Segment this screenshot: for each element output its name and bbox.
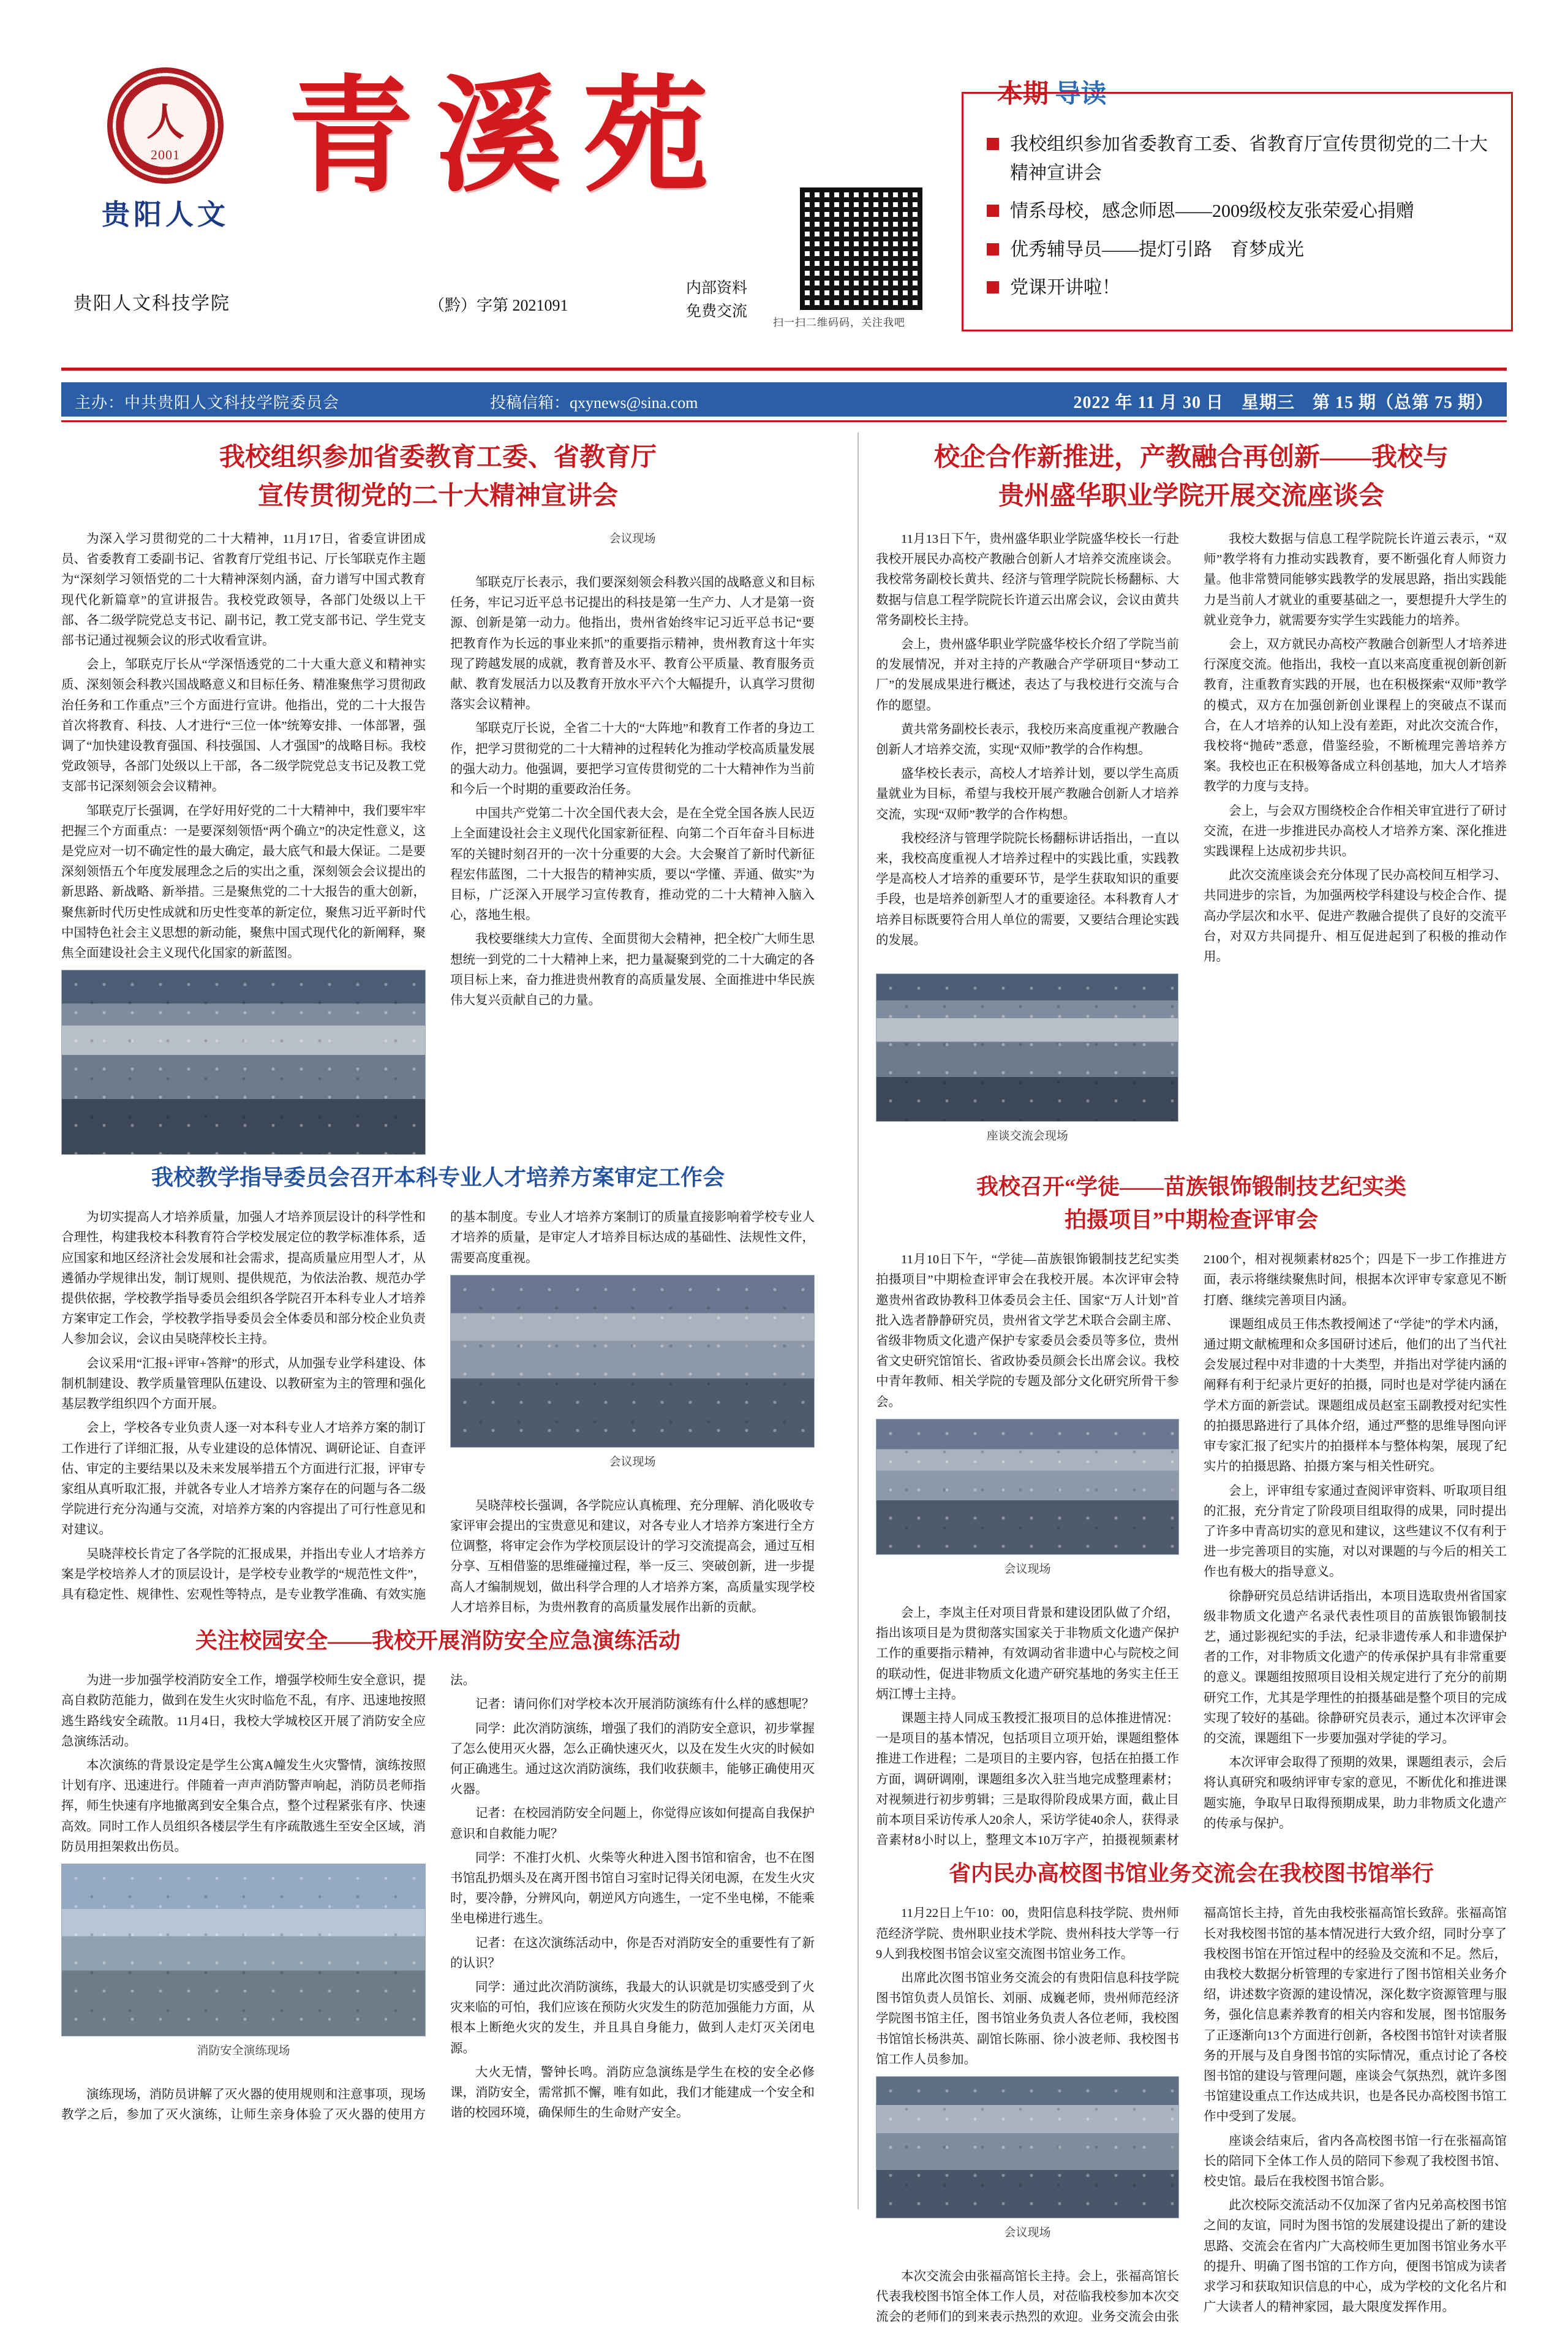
paragraph: 座谈会结束后，省内各高校图书馆一行在张福高馆长的陪同下全体工作人员的陪同下参观了我校图书馆、校史馆。最后在我校图书馆合影。 [1204, 2134, 1507, 2188]
paragraph: 会上，李岚主任对项目背景和建设团队做了介绍，指出该项目是为贯彻落实国家关于非物质文化遗产保护工作的重要指示精神，有效调动省非遗中心与院校之间的联动性，促进非物质文化遗产研究基地的务实主任王炳江博士主持。 [876, 1606, 1179, 1701]
column-divider [858, 433, 859, 2209]
info-bar [61, 382, 1507, 417]
registration-number: （黔）字第 2021091 [429, 297, 568, 314]
article-3-photo [61, 1864, 426, 2036]
paragraph: 本次演练的背景设定是学生公寓A幢发生火灾警情，演练按照计划有序、迅速进行。伴随着一声声消防警声响起，消防员老师指挥，师生快速有序地撤离到安全集合点，整个过程紧张有序、快速高效。同时工作人员组织各楼层学生有序疏散逃生至安全区域，消防员用担架救出伤员。 [61, 1758, 426, 1854]
paragraph: 黄共常务副校长表示，我校历来高度重视产教融合创新人才培养交流，实现“双师”教学的合作构想。 [876, 722, 1179, 757]
article-1-photo [61, 970, 426, 1155]
article-b1-photo-caption: 座谈交流会现场 [986, 1130, 1068, 1143]
internal-note-line2: 免费交流 [686, 303, 748, 320]
article-2-photo-wrap [450, 1275, 815, 1469]
article-b1-body [876, 529, 1507, 967]
paper-title: 青溪苑 [288, 62, 731, 210]
paragraph: 本次交流会由张福高馆长主持。会上，张福高馆长代表我校图书馆全体工作人员，对莅临我校参加本次交流会的老师们的到来表示热烈的欢迎。业务交流会由张福高馆长主持，首先由我校张福高馆长致辞。张福高馆长对我校图书馆的基本情况进行大致介绍，同时分享了我校图书馆在开馆过程中的经验及交流和不足。然后，由我校大数据分析管理的专家进行了图书馆相关业务介绍，讲述数字资源的建设情况，深化数字资源管理与服务，强化信息素养教育的相关内容和发展，图书馆服务了正逐渐向13个方面进行创新，各校图书馆针对读者服务的开展与及自身图书馆的实际情况，重点讨论了各校图书馆的建设与管理问题，座谈会气氛热烈，就许多图书馆建设重点工作达成共识，也是各民办高校图书馆工作中受到了发展。 [876, 1907, 1507, 2324]
info-host: 主办：中共贵阳人文科技学院委员会 [75, 394, 340, 412]
article-b3-photo-wrap [876, 2076, 1179, 2240]
paragraph: 同学：此次消防演练，增强了我们的消防安全意识，初步掌握了怎么使用灭火器，怎么正确快速灭火，以及在发生火灾的时候如何正确逃生。通过这次消防演练，我们收获颇丰，能够正确使用灭火器。 [450, 1721, 815, 1797]
article-b1-title [876, 439, 1507, 516]
article-1-body [61, 529, 815, 1155]
info-date-issue: 2022 年 11 月 30 日 星期三 第 15 期（总第 75 期） [1073, 393, 1493, 412]
paragraph: 同学：不准打火机、火柴等火种进入图书馆和宿舍，也不在图书馆乱扔烟头及在离开图书馆自习室时记得关闭电源，在发生火灾时，要冷静，分辨风向，朝逆风方向逃生，一定不坐电梯，不能乘坐电梯进行逃生。 [450, 1851, 815, 1926]
article-b2-photo [876, 1419, 1179, 1555]
paragraph: 会上，双方就民办高校产教融合创新型人才培养进行深度交流。他指出，我校一直以来高度重视创新创新教育，注重教育实践的开展，也在积极探索“双师”教学的模式，双方在加强创新创业课程上的突破点不谋而合，在人才培养的认知上没有差距，对此次交流合作，我校将“抛砖”悉意，借鉴经验，不断梳理完善培养方案。我校也正在积极筹备成立科创基地，加大人才培养教学的力度与支持。 [1204, 638, 1507, 794]
article-b2-photo-caption: 会议现场 [1004, 1562, 1051, 1576]
university-name: 贵阳人文 [102, 199, 229, 230]
paragraph: 课题主持人同成玉教授汇报项目的总体推进情况：一是项目的基本情况，包括项目立项开始，课题组整体推进工作进程；二是项目的主要内容，包括在拍摄工作方面，调研调刚，课题组多次入驻当地完成整理素材；对视频进行初步剪辑；三是取得阶段成果方面，截止目前本项目采访传承人20余人，采访学徒40余人，获得录音素材8小时以上，整理文本10万字产，拍摄视频素材2100个，相对视频素材825个；四是下一步工作推进方面，表示将继续聚焦时间，根据本次评审专家意见不断打磨、继续完善项目内涵。 [876, 1253, 1507, 1848]
article-3-photo-wrap [61, 1864, 426, 2058]
article-1-title-line1: 我校组织参加省委教育工委、省教育厅 [219, 444, 657, 472]
paragraph: 本次评审会取得了预期的效果，课题组表示，会后将认真研究和吸纳评审专家的意见，不断优化和推进课题实施，争取早日取得预期成果，助力非物质文化遗产的传承与保护。 [1204, 1756, 1507, 1831]
paragraph: 我校大数据与信息工程学院院长许道云表示，“双师”教学将有力推动实践教育，要不断强化育人师资力量。他非常赞同能够实践教学的发展思路，指出实践能力是当前人才就业的重要基础之一，要想提升大学生的就业竞争力，就需要夯实学生实践能力的培养。 [1204, 532, 1507, 627]
internal-note [686, 277, 747, 323]
paragraph: 吴晓萍校长强调，各学院应认真梳理、充分理解、消化吸收专家评审会提出的宝贵意见和建议，对各专业人才培养方案进行全方位调整，将审定会作为学校顶层设计的学习交流提高会，通过互相分享、互相借鉴的思维碰撞过程，举一反三、突破创新，进一步提高人才编制规划，做出科学合理的人才培养方案，高质量实现学校人才培养目标，为贵州教育的高质量发展作出新的贡献。 [450, 1498, 815, 1614]
guide-box [962, 92, 1513, 331]
paragraph: 课题组成员王伟杰教授阐述了“学徒”的学术内涵，通过期文献梳理和众多国研讨述后，他们的出了当代社会发展过程中对非遗的十大类型，并指出对学徒内涵的阐释有利于纪录片更好的拍摄，同时也是对学徒内涵在学术方面的新尝试。课题组成员赵室玉副教授对纪实性的拍摄思路进行了具体介绍，通过严整的思维导图向评审专家汇报了纪实片的拍摄样本与整体构架，展现了纪实片的拍摄思路、拍摄方案与相关性研究。 [1204, 1317, 1507, 1474]
list-item[interactable]: 我校组织参加省委教育工委、省教育厅宣传贯彻党的二十大精神宣讲会 [984, 130, 1490, 187]
article-3-body [61, 1671, 815, 2127]
article-b3-photo-caption: 会议现场 [1004, 2226, 1051, 2239]
divider-red-bottom [61, 420, 1507, 422]
guide-label-black: 本期 [997, 80, 1049, 108]
paragraph: 会上，邹联克厅长从“学深悟透党的二十大重大意义和精神实质、深刻领会科教兴国战略意义和目标任务、精准聚焦学习贯彻政治任务和工作重点”三个方面进行宣讲。他指出，党的二十大报告首次将教育、科技、人才进行“三位一体”统筹安排、一体部署，强调了“加快建设教育强国、科技强国、人才强国”的战略目标。我校党政领导，各部门处级以上干部，各二级学院党总支书记及教工党支部书记深刻领会会议精神。 [61, 658, 426, 794]
info-mail: 投稿信箱：qxynews@sina.com [490, 394, 698, 412]
paragraph: 我校经济与管理学院院长杨翻标讲话指出，一直以来，我校高度重视人才培养过程中的实践比重，实践教学是高校人才培养的重要环节，是学生获取知识的重要手段，也是培养创新型人才的重要途径。本科教育人才培养目标既要符合用人单位的需要，又要结合理论实践的发展。 [876, 831, 1179, 947]
paragraph: 同学：通过此次消防演练，我最大的认识就是切实感受到了火灾来临的可怕，我们应该在预防火灾发生的防范加强能力方面，从根本上断绝火灾的发生，并且具自身能力，做到人走灯灭关闭电源。 [450, 1980, 815, 2055]
seal-mark: 人 [146, 102, 185, 144]
internal-note-line1: 内部资料 [686, 280, 748, 297]
article-3-photo-caption: 消防安全演练现场 [197, 2044, 290, 2057]
paragraph: 为切实提高人才培养质量，加强人才培养顶层设计的科学性和合理性，构建我校本科教育符合学校发展定位的教学标准体系，适应国家和地区经济社会发展和社会需求，提高质量应用型人才，从遴循办学规律出发，制订规则、提供规范，为依法治教、规范办学提供依据，学校教学指导委员会组织各学院召开本科专业人才培养方案审定工作会，学校教学指导委员会全体委员和部分校企业负责人参加会议，会议由吴晓萍校长主持。 [61, 1211, 426, 1347]
paragraph: 中国共产党第二十次全国代表大会，是在全党全国各族人民迈上全面建设社会主义现代化国家新征程、向第二个百年奋斗目标进军的关键时刻召开的一次十分重要的大会。大会聚首了新时代新征程宏伟蓝图，二十大报告的精神实质，要以“学懂、弄通、做实”为目标，广泛深入开展学习宣传教育，推动党的二十大精神入脑入心，落地生根。 [450, 807, 815, 923]
article-1-title-line2: 宣传贯彻党的二十大精神宣讲会 [257, 482, 618, 510]
paragraph: 大火无情，警钟长鸣。消防应急演练是学生在校的安全必修课，消防安全，需常抓不懈，唯有如此，我们才能建成一个安全和谐的校园环境，确保师生的生命财产安全。 [450, 2065, 815, 2120]
article-b1-title-line2: 贵州盛华职业学院开展交流座谈会 [998, 482, 1384, 510]
university-logo [74, 67, 257, 233]
paragraph: 11月22日上午10：00，贵阳信息科技学院、贵州师范经济学院、贵州职业技术学院、贵州科技大学等一行9人到我校图书馆会议室交流图书馆业务工作。 [876, 1907, 1179, 1961]
list-item[interactable]: 优秀辅导员——提灯引路 育梦成光 [984, 236, 1490, 265]
article-b2-title [876, 1170, 1507, 1236]
article-b1-title-line1: 校企合作新推进，产教融合再创新——我校与 [933, 444, 1449, 472]
article-b3-photo [876, 2076, 1179, 2218]
article-b3-body [876, 1903, 1507, 2327]
divider-red-top [61, 368, 1507, 371]
article-2-title: 我校教学指导委员会召开本科专业人才培养方案审定工作会 [151, 1165, 725, 1190]
paragraph: 盛华校长表示，高校人才培养计划，要以学生高质量就业为目标，希望与我校开展产教融合创新人才培养交流，实现“双师”教学的合作构想。 [876, 767, 1179, 822]
article-2-body [61, 1207, 815, 1618]
paragraph: 此次交流座谈会充分体现了民办高校间互相学习、共同进步的宗旨，为加强两校学科建设与校企合作、提高办学层次和水平、促进产教融合提供了良好的交流平台，对双方共同提升、相互促进起到了积极的推动作用。 [1204, 869, 1507, 964]
seal-year: 2001 [151, 146, 180, 162]
article-1-title [61, 439, 815, 516]
paragraph: 记者：请问你们对学校本次开展消防演练有什么样的感想呢？ [475, 1698, 815, 1712]
paragraph: 会上，学校各专业负责人逐一对本科专业人才培养方案的制订工作进行了详细汇报，从专业建设的总体情况、调研论证、自查评估、审定的主要结果以及未来发展举措五个方面进行汇报，评审专家组从真听取汇报，并就各专业人才培养方案存在的问题与各二级学院进行充分沟通与交流，对培养方案的内容提出了可行性意见和对建议。 [61, 1421, 426, 1537]
paragraph: 邹联克厅长说，全省二十大的“大阵地”和教育工作者的身边工作，把学习贯彻党的二十大精神的过程转化为推动学校高质量发展的强大动力。他强调，要把学习宣传贯彻党的二十大精神作为当前和今后一个时期的重要政治任务。 [450, 722, 815, 797]
university-seal-icon [107, 67, 224, 184]
paragraph: 会上，与会双方围绕校企合作相关审宜进行了研讨交流，在进一步推进民办高校人才培养方案、深化推进实践课程上达成初步共识。 [1204, 804, 1507, 859]
paragraph: 我校要继续大力宣传、全面贯彻大会精神，把全校广大师生思想统一到党的二十大精神上来，把力量凝聚到党的二十大确定的各项目标上来，奋力推进贵州教育的高质量发展、全面推进中华民族伟大复兴贡献自己的力量。 [450, 932, 815, 1008]
article-b2-title-line2: 拍摄项目”中期检查评审会 [1064, 1207, 1318, 1233]
article-b2-title-line1: 我校召开“学徒——苗族银饰锻制技艺纪实类 [976, 1174, 1406, 1200]
list-item[interactable]: 党课开讲啦！ [984, 274, 1490, 303]
article-2-photo-caption: 会议现场 [609, 1455, 656, 1468]
paragraph: 吴晓萍校长肯定了各学院的汇报成果，并指出专业人才培养方案是学校培养人才的顶层设计，是学校专业教学的“规范性文件”，具有稳定性、规律性、宏观性等特点，是专业教学准确、有效实施的基本制度。专业人才培养方案制订的质量直接影响着学校专业人才培养的质量，是审定人才培养目标达成的基础性、法规性文件，需要高度重视。 [61, 1211, 815, 1601]
paragraph: 记者：在校园消防安全问题上，你觉得应该如何提高自我保护意识和自救能力呢？ [450, 1807, 815, 1841]
paragraph: 出席此次图书馆业务交流会的有贵阳信息科技学院图书馆负责人员馆长、刘丽、成巍老师，贵州师范经济学院图书馆主任，图书馆业务负责人各位老师，我校图书馆馆长杨洪英、副馆长陈丽、徐小波老师、我校图书馆工作人员参加。 [876, 1971, 1179, 2066]
paragraph: 徐静研究员总结讲话指出，本项目选取贵州省国家级非物质文化遗产名录代表性项目的苗族银饰锻制技艺，通过影视纪实的手法，纪录非遗传承人和非遗保护者的工作，对非物质文化遗产的传承保护具有非常重要的意义。课题组按照项目设相关规定进行了充分的前期研究工作，尤其是学理性的拍摄基础是整个项目的完成实现了较好的基础。徐静研究员表示，通过本次评审会的交流，课题组下一步要加强对学徒的学习。 [1204, 1589, 1507, 1745]
article-b1-photo-wrap [876, 973, 1178, 1143]
article-1-photo-caption: 会议现场 [609, 532, 656, 545]
paragraph: 此次校际交流活动不仅加深了省内兄弟高校图书馆之间的友谊，同时为图书馆的发展建设提出了新的建设思路、交流会在省内广大高校师生更加图书馆业务水平的提升、明确了图书馆的工作方向，便图书馆成为读者求学习和获取知识信息的中心，成为学校的文化名片和广大读者人的精神家园，最大限度发挥作用。 [1204, 2199, 1507, 2315]
article-3-title: 关注校园安全——我校开展消防安全应急演练活动 [195, 1628, 680, 1653]
paragraph: 会议采用“汇报+评审+答辩”的形式，从加强专业学科建设、体制机制建设、教学质量管理队伍建设、以教研室为主的管理和强化基层教学组织四个方面开展。 [61, 1356, 426, 1412]
paragraph: 演练现场，消防员讲解了灭火器的使用规则和注意事项，现场教学之后，参加了灭火演练，让师生亲身体验了灭火器的使用方法。 [61, 1674, 475, 2122]
paragraph: 11月13日下午，贵州盛华职业学院盛华校长一行赴我校开展民办高校产教融合创新人才培养交流座谈会。我校常务副校长黄共、经济与管理学院院长杨翻标、大数据与信息工程学院院长许道云出席会议，会议由黄共常务副校长主持。 [876, 532, 1179, 627]
article-b2-body [876, 1250, 1507, 1851]
publisher-line: 贵阳人文科技学院 [74, 293, 230, 314]
guide-label-blue: 导读 [1055, 80, 1107, 108]
article-b1-photo [876, 973, 1178, 1122]
paragraph: 会上，贵州盛华职业学院盛华校长介绍了学院当前的发展情况，并对主持的产教融合产学研项目“梦动工厂”的发展成果进行概述，表达了与我校进行交流与合作的愿望。 [876, 638, 1179, 712]
qr-caption: 扫一扫二维码码，关注我吧 [773, 317, 905, 328]
list-item[interactable]: 情系母校，感念师恩——2009级校友张荣爱心捐赠 [984, 197, 1490, 226]
article-2-photo [450, 1275, 815, 1448]
right-column [876, 433, 1507, 2328]
article-b3-title: 省内民办高校图书馆业务交流会在我校图书馆举行 [948, 1861, 1434, 1886]
qr-code-icon [796, 184, 926, 314]
paragraph: 记者：在这次演练活动中，你是否对消防安全的重要性有了新的认识？ [450, 1936, 815, 1970]
left-column [61, 433, 815, 2127]
paragraph: 邹联克厅长表示，我们要深刻领会科教兴国的战略意义和目标任务，牢记习近平总书记提出的科技是第一生产力、人才是第一资源、创新是第一动力。他指出，贵州省始终牢记习近平总书记“要把教育作为长远的事业来抓”的重要指示精神，贵州教育这十年实现了跨越发展的成就，教育普及水平、教育公平质量、教育服务贡献、教育发展活力以及教育开放水平六个大幅提升，认真学习贯彻落实会议精神。 [450, 576, 815, 712]
article-b2-photo-wrap [876, 1419, 1179, 1576]
paragraph: 11月10日下午，“学徒—苗族银饰锻制技艺纪实类拍摄项目”中期检查评审会在我校开展。本次评审会特邀贵州省政协教科卫体委员会主任、国家“万人计划”首批入选者静静研究员，贵州省文学艺术联合会副主席、省级非物质文化遗产保护专家委员会委员等多位，贵州省文史研究馆馆长、省政协委员颜会长出席会议。我校中青年教师、相关学院的专题及部分文化研究所骨干参会。 [876, 1253, 1179, 1409]
paragraph: 会上，评审组专家通过查阅评审资料、听取项目组的汇报，充分肯定了阶段项目组取得的成果，同时提出了许多中青高切实的意见和建议，这些建议不仅有利于进一步完善项目的实施，对以对课题的与今后的相关工作也有极大的指导意义。 [1204, 1484, 1507, 1579]
guide-list [984, 130, 1490, 303]
paragraph: 为进一步加强学校消防安全工作，增强学校师生安全意识，提高自救防范能力，做到在发生火灾时临危不乱，有序、迅速地按照逃生路线安全疏散。11月4日，我校大学城校区开展了消防安全应急演练活动。 [61, 1674, 426, 1748]
paragraph: 为深入学习贯彻党的二十大精神，11月17日，省委宣讲团成员、省委教育工委副书记、省教育厅党组书记、厅长邹联克作主题为“深刻学习领悟党的二十大精神深刻内涵，奋力谱写中国式教育现代化新篇章”的宣讲报告。我校党政领导，各部门处级以上干部、各二级学院党总支书记、副书记，教工党支部书记、学生党支部书记通过视频会议的形式收看宣讲。 [61, 532, 426, 648]
paragraph: 邹联克厅长强调，在学好用好党的二十大精神中，我们要牢牢把握三个方面重点：一是要深刻领悟“两个确立”的决定性意义，这是党应对一切不确定性的最大确定，最大底气和最大保证。二是要深刻领悟五个年度发展理念之后的实出之重，深刻领会会议提出的新思路、新战略、新举措。三是聚焦党的二十大报告的重大创新，聚焦新时代历史性成就和历史性变革的新定位，聚焦习近平新时代中国特色社会主义思想的新动能，聚焦中国式现代化的新阐释，聚焦全面建设社会主义现代化国家的新蓝图。 [61, 804, 426, 961]
masthead [0, 0, 1568, 412]
